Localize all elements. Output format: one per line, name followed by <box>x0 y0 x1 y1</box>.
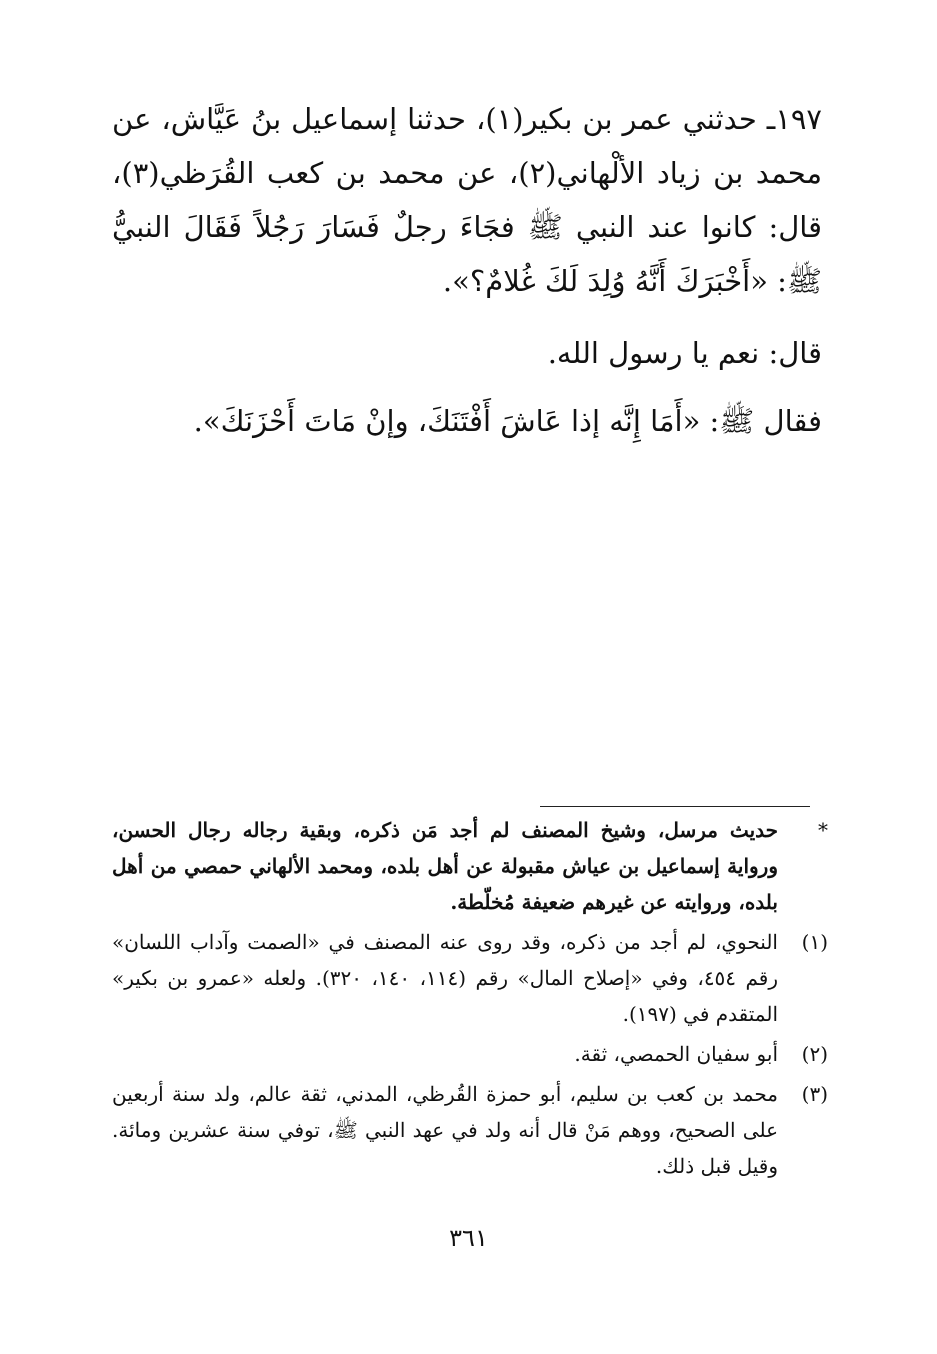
footnote-separator <box>540 806 810 807</box>
footnote-text: النحوي، لم أجد من ذكره، وقد روى عنه المصنف في «الصمت وآداب اللسان» رقم ٤٥٤، وفي «إصلاح المال» رقم (١١٤، ١٤٠، ٣٢٠). ولعله «عمرو بن بكير» المتقدم في (١٩٧). <box>112 930 779 1026</box>
footnote-marker: (٢) <box>801 1042 828 1066</box>
footnote-text: حديث مرسل، وشيخ المصنف لم أجد مَن ذكره، وبقية رجاله رجال الحسن، ورواية إسماعيل بن عياش مقبولة عن أهل بلده، ومحمد الألهاني حمصي من أهل بلده، وروايته عن غيرهم ضعيفة مُخلّطة. <box>112 818 778 914</box>
footnote-text: أبو سفيان الحمصي، ثقة. <box>574 1042 778 1066</box>
hadith-text: ـ حدثني عمر بن بكير(١)، حدثنا إسماعيل بنُ عَيَّاش، عن محمد بن زياد الألْهاني(٢)، عن محمد بن كعب القُرَظي(٣)، قال: كانوا عند النبي ﷺ فجَاءَ رجلٌ فَسَارَ رَجُلاً فَقَالَ النبيُّ ﷺ: «أَخْبَرَكَ أَنَّهُ وُلِدَ لَكَ غُلامٌ؟». <box>112 102 823 298</box>
hadith-block <box>112 92 822 462</box>
hadith-number: ١٩٧ <box>775 102 822 136</box>
page-number: ٣٦١ <box>449 1224 488 1252</box>
footnote-marker: * <box>818 818 828 842</box>
footnote-grading <box>112 812 828 920</box>
footnote-marker: (٣) <box>801 1082 828 1106</box>
prophet-saying-paragraph: فقال ﷺ: «أَمَا إِنَّه إذا عَاشَ أَفْتَنَكَ، وإنْ مَاتَ أَحْزَنَكَ». <box>193 404 822 438</box>
footnote-2 <box>112 1036 828 1072</box>
hadith-paragraph <box>112 92 822 308</box>
reply-paragraph: قال: نعم يا رسول الله. <box>547 336 822 370</box>
footnotes <box>112 812 828 1188</box>
footnote-3 <box>112 1076 828 1184</box>
footnote-text: محمد بن كعب بن سليم، أبو حمزة القُرظي، المدني، ثقة عالم، ولد سنة أربعين على الصحيح، ووهم مَنْ قال أنه ولد في عهد النبي ﷺ، توفي سنة عشرين ومائة. وقيل قبل ذلك. <box>112 1082 778 1178</box>
footnote-marker: (١) <box>801 930 828 954</box>
footnote-1 <box>112 924 828 1032</box>
